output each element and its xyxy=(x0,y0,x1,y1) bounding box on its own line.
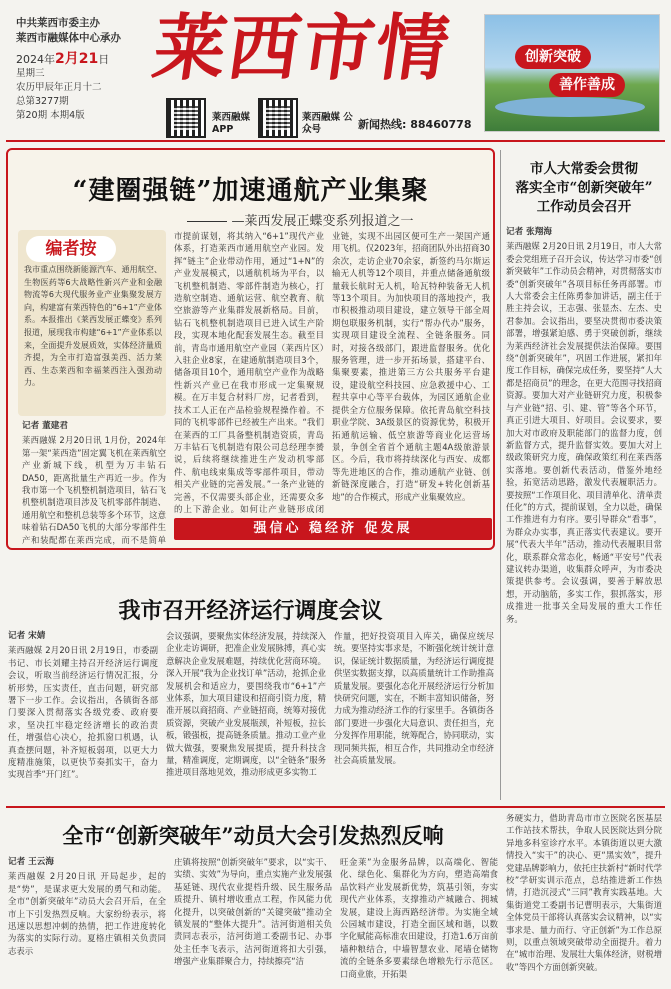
weekday: 星期三 xyxy=(16,68,45,79)
editor-note-title: 编者按 xyxy=(26,236,116,262)
app-qr-label: 莱西融媒 APP xyxy=(212,112,251,135)
feature-slogan-bar: 强信心 稳经济 促发展 xyxy=(174,518,492,540)
organizer-line-2: 莱西市融媒体中心承办 xyxy=(16,32,121,44)
issue-date xyxy=(16,52,136,67)
econ-column-1 xyxy=(8,630,158,800)
masthead xyxy=(0,0,671,138)
organizer-line-1: 中共莱西市委主办 xyxy=(16,17,100,29)
econ-column-3: 作量，把好投资项目入库关，确保应统尽统。要坚持实事求是，不断强化统计统计意识，保证统计数据质量，为经济运行调度提供坚实数据支撑，以高质量统计工作助推高质量发展。要强化态化开展经济运行分析加快研究问题，实在，不断丰富知识储备，努力成为推动经济工作的行家里手。各镇街各部门要进一步强化大局意识、责任担当，充分发挥作用职能，统筹配合，协同联动，实现同频共振，相互合作，共同推动全市经济社会高质量发展。 xyxy=(334,631,494,766)
banner-lake xyxy=(495,97,645,117)
right-headline-line-1: 市人大常委会贯彻 xyxy=(530,161,638,177)
feature-column-1-text: 莱西融媒 2月20日讯 1月份，2024年第一架“莱西造”固定翼飞机在莱西航空产业新城下线，机型为万丰钻石DA50，距离批量生产再近一步。作为我市第一个飞机整机制造项目，钻石飞机整机制造项目涉及飞机零部件制造、通用航空和整机总装等多个环节，这意味着钻石DA50飞机的大部分零部件生产和装配都在莱西完成，而不是简单 xyxy=(22,435,166,545)
right-headline-line-3: 工作动员会召开 xyxy=(536,199,632,215)
hotline-number: 88460778 xyxy=(410,118,472,131)
right-article-body xyxy=(506,226,662,796)
econ-article-headline: 我市召开经济运行调度会议 xyxy=(118,598,383,624)
econ-column-1-text: 莱西融媒 2月20日讯 2月19日，市委副书记、市长刘耀主持召开经济运行调度会议，听取当前经济运行情况汇报，分析形势，压实责任，直击问题，研究部署下一步工作。会议指出，各镇街各部门要深入贯彻落实各级党委、政府要求，坚决扛牢稳定经济增长的政治责任，增强信心决心，抢抓窗口机遇，认真查摆问题，补齐短板弱项，以更大力度精准施策，以更快节奏抓实干，奋力实现首季“开门红”。 xyxy=(8,645,158,780)
app-qr-code xyxy=(166,98,206,138)
feature-subhead: —莱西发展正蝶变系列报道之一 xyxy=(118,210,483,229)
issue-total: 总第3277期 xyxy=(16,96,69,107)
right-article-byline: 记者 张翔海 xyxy=(506,227,552,237)
rally-article-headline: 全市“创新突破年”动员大会引发热烈反响 xyxy=(62,823,444,848)
econ-column-2: 会议强调，要聚焦实体经济发展，持续深入企业走访调研，把准企业发展脉搏，真心实意解决企业发展难题，持续优化营商环境。深入开展“我为企业找订单”活动，抢抓企业发展机会和适应力，要围绕我市“6+1”产业体系，加大项目建设和招商引资力度，精准开展以商招商、产业链招商，统筹对接优质资源，突破产业发展瓶颈，补短板，拉长板，锻强板，提高链条质量。推动工业产业做大做强，要聚焦发展提质，提升科技含量，精准调度，定期调度，以“全链条”服务推进项目落地见效，推动形成更多实物工 xyxy=(166,631,326,778)
right-article-text: 莱西融媒 2月20日讯 2月19日，市人大常委会党组班子召开会议，传达学习市委“创新突破年”工作动员会精神，对贯彻落实市委“创新突破年”各项目标任务再部署。市人大常委会主任陈勇参加讲话，副主任于胜主持会议，王志强、张显杰、左杰、史君参加。会议指出，要坚决贯彻市委决策部署，增强紧迫感、勇于突破创新，继续为莱西经济社会发展提供法治保障。要围绕“创新突破年”，巩固工作进展，紧扣年度工作目标，确保完成任务，要坚持“人大都是招商员”的理念，在更大范围寻找招商资源。要加大对产业链研究力度，积极参与产业链“招、引、建、管”等各个环节，真正引进大项目、好项目。会议要求，要加大对市政府及职能部门的监督力度，创新监督方式，提升监督实效。要加大对上级政策研究力度，确保政策红利在莱西落实落地。要创新代表活动，借鉴外地经验，拓宽活动思路，激发代表履职活力。要按照“工作项目化、项目清单化、清单责任化”的方式，提前谋划，全力以赴，确保工作推进有力有序。要引导群众“看事”，为群众办实事，真正落实代表建议。要开展“代表大半年”活动，推动代表履职目常化，联系群众常态化，畅通“平安号”代表建议转办渠道，收集群众呼声，为市委决策提供参考。会议强调，要善于解放思想，开动脑筋，多实工作，狠抓落实，形成推进一批事关全局发展的重大工作任务。 xyxy=(506,241,662,624)
banner-text-1: 创新突破 xyxy=(515,45,591,69)
masthead-info xyxy=(16,16,136,123)
feature-column-3: 业链，实现不出园区便可生产一架国产通用飞机。仅2023年，招商团队外出招商30余次，走访企业70余家，新签约马尔斯运输无人机等12个项目，并重点储备通航级量载长航时无人机，哈瓦特种装备无人机等13个项目。为加快项目的落地投产，我市积极推动项目建设，建立领导干部全周期包联服务机制，实行“帮办代办”服务，实现项目建设全流程、全链条服务。同时，对接各级部门，跟进监督服务。优化服务管理，进一步开拓场景，搭建平台、集聚要素，推进第三方公共服务平台建设，建设航空科技园、应急救援中心、工程共享中心等平台载体，为园区通航企业提供全方位服务保障。依托青岛航空科技职业学院、3A级景区的资源优势，积极开拓通航运输、低空旅游等商业化运营场景，争创全省首个通航主题4A级旅游景区。今后，我市将持续深化与西安、成都等先进地区的合作，推动通航产业链、创新链深度融合，打造“研发+转化创新基地”的合作模式，形成产业集聚效应。 xyxy=(332,231,490,502)
slogan-banner-image xyxy=(484,14,660,132)
hotline-label: 新闻热线: xyxy=(358,118,407,131)
newspaper-title: 莱西市情 xyxy=(148,5,457,90)
column-divider xyxy=(500,150,501,800)
rally-column-4: 务硬实力，借助青岛市市立医院名医基层工作站技术帮扶，争取人民医院达到分院异地多科室诊疗水平。本镇街道以更大激情投入“实干”的决心、更“黑实效”，提升党建品牌影响力，依托庄扶新村“新时代学校”学研实训示范点，总结推进新工作热情，打造沉浸式“三同”教育实践基地。大集街道党工委副书记曹明表示，大集街道全体党员干部将认真落实会议精神，以“实事求是、量力而行、守正创新”为工作总原则，以重点领域突破带动全面提升。着力在“城市治理、发展壮大集体经济，财税增收”等四个方面创新突破。 xyxy=(506,813,662,972)
lunar-date: 农历甲辰年正月十二 xyxy=(16,82,102,93)
feature-article xyxy=(6,148,495,550)
right-headline-line-2: 落实全市“创新突破年” xyxy=(515,180,653,196)
feature-column-1 xyxy=(22,420,166,546)
news-hotline xyxy=(358,116,471,132)
date-month-day: 2月21 xyxy=(55,51,99,67)
rally-column-3: 旺金莱”为金服务品牌，以高端化、智能化、绿色化、集群化为方向，塑造高端食品饮料产业发展新优势，筑基引领，夯实现代产业体系，支撑推动产城融合、拥城发展，建设上海西路经济带。为实施全域公园城市建设，打造全面区域和谐，以数字化赋能高标准农田建设，打造1.6万亩前墙种粮结合，中墙智慧农业、尾墙仓储物流的全链条多要素绿色增粮先行示范区。口商业旅，开拓渠 xyxy=(340,857,498,979)
section-divider xyxy=(6,806,665,808)
right-article-headline xyxy=(506,160,662,217)
date-suffix: 日 xyxy=(98,53,110,66)
econ-byline: 记者 宋婧 xyxy=(8,631,46,641)
rally-byline: 记者 王云海 xyxy=(8,857,54,867)
rally-column-1 xyxy=(8,856,166,986)
editor-note-text: 我市重点围绕新能源汽车、通用航空、生物医药等6大战略性新兴产业和金融物流等6大现代服务业产业集聚发展方向，构建富有莱西特色的“6+1”产业体系。本报推出《莱西发展正蝶变》系列报道，展现我市构建“6+1”产业体系以来，全面提升发展质效，实体经济量质齐提，为全市打造富强美西、活力莱西、生态莱西和幸福莱西注入强劲动力。 xyxy=(24,265,162,388)
feature-column-2: 市提前谋划，将其纳入“6+1”现代产业体系，打造莱西市通用航空产业园。发挥“链主”企业带动作用，通过“1+N”的产业发展模式，以通航机场为平台，以飞机整机制造、零部件制造为核心，打造航空制造、通航运营、航空教育、航空旅游等产业集群发展新格局。目前，钻石飞机整机制造项目已进入试生产阶段，实现本地化配套发展生态。截至目前，青岛市通用航空产业园（莱西片区）入驻企业8家，在建通航制造项目3个，储备项目10个，通用航空产业作为战略性新兴产业已在我市形成一定集聚规模。在万丰复合材料厂房，记者看到，技术工人正在产品检验规程操作着。不同的飞机零部件已经被生产出来。“我们在莱西的工厂具备整机制造资质，青岛万丰钻石飞机制造有限公司总经理李赟说，后续将继续推进生产发动机零部件、航电线束集成等零部件项目，带动相关产业链的完善发展。”一条产业链的完善，不仅需要头部企业，还需要众多的上下游企业。如何让产业链形成闭 xyxy=(174,231,324,514)
rally-column-2: 庄镇将按照“创新突破年”要求，以“实干、实绩、实效”为导向，重点实施产业发展强基延链、现代农业提档升级、民生服务品质提升、镇村增收重点工程，作风能力优化提升，以突破创新的“关键突破”推动全镇发展的“整体大提升”。洁河街道相关负责同志表示，洁河街道工委副书记、办事处主任李飞表示，洁河街道将扣大引强，增强产业集群聚合力，持续擦亮“洁 xyxy=(174,857,332,967)
issue-number: 第20期 本期4版 xyxy=(16,110,85,121)
rally-column-1-text: 莱西融媒 2月20日讯 开局起步，起的是“势”，是谋求更大发展的勇气和动能。全市“创新突破年”动员大会召开后，在全市上下引发热烈反响。大家纷纷表示，将迅速以思想冲刺的热情，把工作进度转化为落实的实际行动。夏格庄镇相关负责同志表示 xyxy=(8,871,166,956)
wechat-qr-label: 莱西融媒 公众号 xyxy=(302,112,353,135)
date-year: 2024年 xyxy=(16,53,55,66)
feature-byline: 记者 董建君 xyxy=(22,421,68,431)
banner-text-2: 善作善成 xyxy=(549,73,625,97)
feature-headline: “建圈强链”加速通航产业集聚 xyxy=(72,176,429,206)
wechat-qr-code xyxy=(258,98,298,138)
masthead-rule xyxy=(6,140,665,142)
